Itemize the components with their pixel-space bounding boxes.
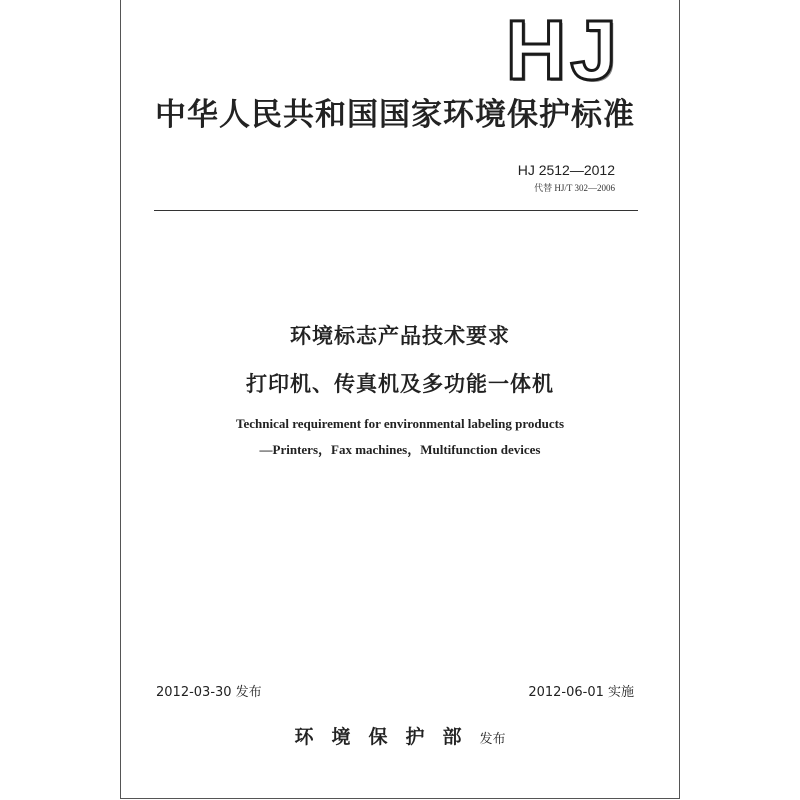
title-english-line2: —Printers，Fax machines，Multifunction devices xyxy=(259,442,541,457)
publisher-line xyxy=(121,722,679,749)
standard-category-title: 中华人民共和国国家环境保护标准 xyxy=(155,97,635,133)
standard-code: HJ 2512—2012 xyxy=(517,162,615,178)
title-chinese-line2: 打印机、传真机及多功能一体机 xyxy=(246,372,554,396)
implementation-date: 2012-06-01 实施 xyxy=(528,685,634,700)
standard-cover-page xyxy=(120,0,680,799)
title-english-line1: Technical requirement for environmental labeling products xyxy=(235,416,565,431)
publisher-verb: 发布 xyxy=(479,732,506,747)
title-chinese-line1: 环境标志产品技术要求 xyxy=(290,324,510,348)
issue-date: 2012-03-30 发布 xyxy=(156,685,262,700)
publisher-org: 环境保护部 xyxy=(294,726,480,748)
replaces-standard: 代替 HJ/T 302—2006 xyxy=(534,183,615,193)
hj-logo: HJ xyxy=(505,3,621,97)
header-divider xyxy=(154,210,638,211)
